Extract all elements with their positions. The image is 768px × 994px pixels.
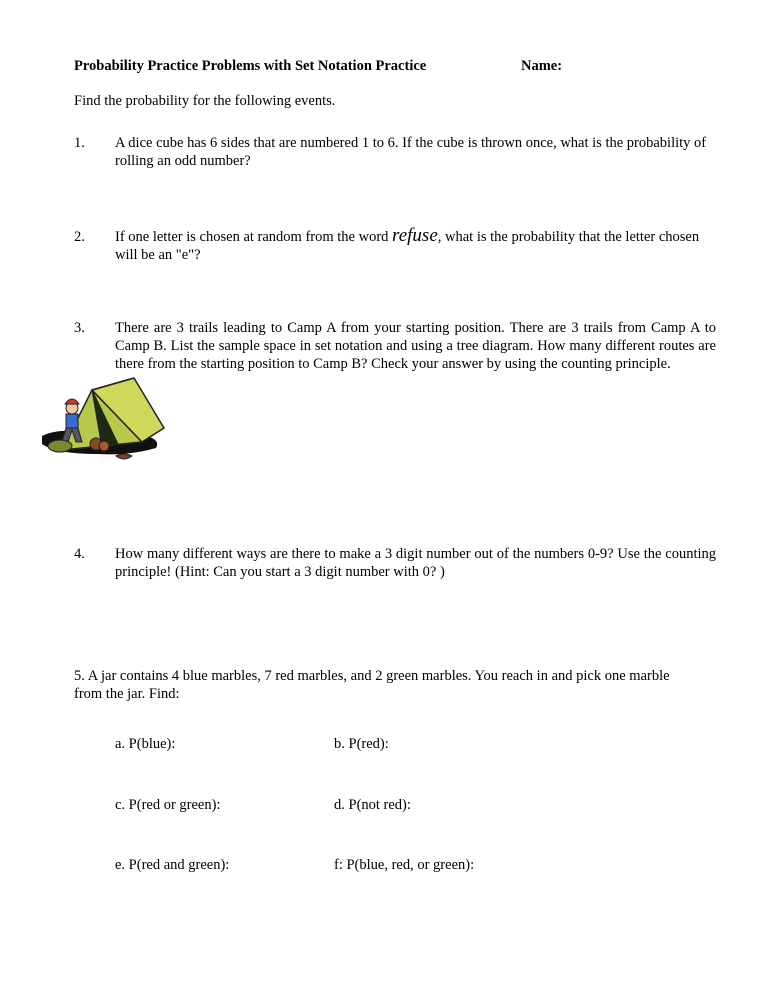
question-text: If one letter is chosen at random from the word refuse, what is the probability that the letter chosen will be an "e"?: [115, 225, 700, 263]
answer-part-f: f: P(blue, red, or green):: [334, 857, 475, 873]
camping-tent-clipart: [38, 372, 166, 466]
question-2: [74, 225, 716, 264]
question-3: [74, 319, 716, 373]
question-text: There are 3 trails leading to Camp A from your starting position. There are 3 trails from Camp A to Camp B. List the sample space in set notation and using a tree diagram. How many different routes are there from the starting position to Camp B? Check your answer by using the counting principle.: [115, 320, 716, 372]
answer-part-e: e. P(red and green):: [115, 857, 230, 873]
answer-part-a: a. P(blue):: [115, 736, 176, 752]
question-4: [74, 545, 716, 581]
name-label: Name:: [521, 58, 563, 74]
answer-part-d: d. P(not red):: [334, 797, 411, 813]
question-number: 2.: [74, 229, 85, 245]
question-text: A dice cube has 6 sides that are numbered 1 to 6. If the cube is thrown once, what is the probability of rolling an odd number?: [115, 135, 707, 169]
question-5: 5. A jar contains 4 blue marbles, 7 red marbles, and 2 green marbles. You reach in and pick one marble from the jar. Find:: [74, 668, 670, 702]
question-text: How many different ways are there to make a 3 digit number out of the numbers 0-9? Use the counting principle! (Hint: Can you start a 3 digit number with 0? ): [115, 546, 716, 580]
word-refuse: refuse: [392, 225, 438, 246]
question-number: 4.: [74, 546, 85, 562]
worksheet-title: Probability Practice Problems with Set Notation Practice: [74, 58, 427, 74]
question-number: 3.: [74, 320, 85, 336]
instructions: Find the probability for the following events.: [74, 93, 336, 109]
answer-part-c: c. P(red or green):: [115, 797, 221, 813]
question-number: 1.: [74, 135, 85, 151]
answer-part-b: b. P(red):: [334, 736, 389, 752]
question-1: [74, 134, 716, 170]
